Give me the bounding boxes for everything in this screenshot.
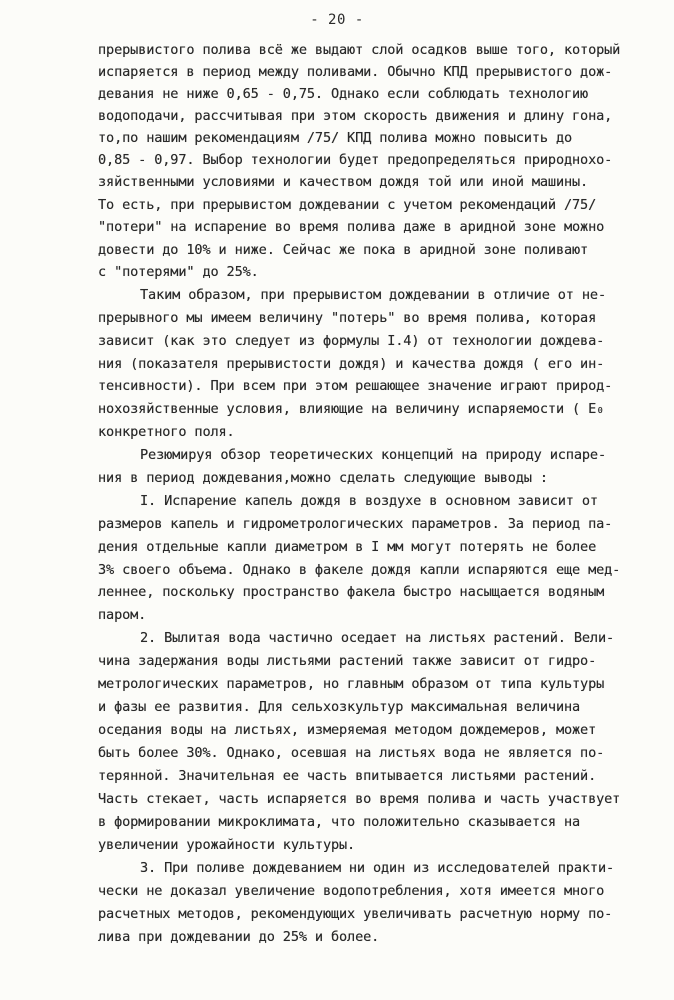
text-line: 2. Вылитая вода частично оседает на листьях растений. Вели-: [140, 630, 615, 646]
text-line: Таким образом, при прерывистом дождевании в отличие от не-: [140, 287, 606, 303]
text-line: леннее, поскольку пространство факела быстро насыщается водяным: [98, 584, 605, 600]
text-line: довести до 10% и ниже. Сейчас же пока в аридной зоне поливают: [98, 242, 589, 258]
text-line: чина задержания воды листьями растений также зависит от гидро-: [98, 653, 597, 669]
text-line: с "потерями" до 25%.: [98, 264, 259, 280]
text-line: и фазы ее развития. Для сельхозкультур максимальная величина: [98, 699, 581, 715]
text-line: зяйственными условиями и качеством дождя той или иной машины.: [98, 174, 589, 190]
text-line: в формировании микроклимата, что положительно сказывается на: [98, 814, 581, 830]
page-number: - 20 -: [310, 12, 364, 28]
text-line: то,по нашим рекомендациям /75/ КПД полива можно повысить до: [98, 130, 573, 146]
text-line: терянной. Значительная ее часть впитывается листьями растений.: [98, 768, 597, 784]
text-line: испаряется в период между поливами. Обычно КПД прерывистого дож-: [98, 64, 613, 80]
text-line: То есть, при прерывистом дождевании с учетом рекомендаций /75/: [98, 197, 597, 213]
text-line: увеличении урожайности культуры.: [98, 837, 356, 853]
text-line: конкретного поля.: [98, 424, 235, 440]
text-line: ния в период дождевания,можно сделать следующие выводы :: [98, 470, 548, 486]
text-line: нохозяйственные условия, влияющие на величину испаряемости ( E₀: [98, 401, 605, 417]
text-line: водоподачи, рассчитывая при этом скорость движения и длину гона,: [98, 108, 613, 124]
text-line: Часть стекает, часть испаряется во время полива и часть участвует: [98, 791, 621, 807]
text-line: паром.: [98, 607, 147, 623]
text-line: расчетных методов, рекомендующих увеличивать расчетную норму по-: [98, 906, 613, 922]
text-line: Резюмируя обзор теоретических концепций на природу испаре-: [140, 447, 606, 463]
text-line: метрологических параметров, но главным образом от типа культуры: [98, 676, 605, 692]
text-line: I. Испарение капель дождя в воздухе в основном зависит от: [140, 493, 598, 509]
text-line: быть более 30%. Однако, осевшая на листьях вода не является по-: [98, 745, 605, 761]
text-line: оседания воды на листьях, измеряемая методом дождемеров, может: [98, 722, 597, 738]
text-line: "потери" на испарение во время полива даже в аридной зоне можно: [98, 219, 605, 235]
text-line: 3% своего объема. Однако в факеле дождя капли испаряются еще мед-: [98, 562, 621, 578]
text-line: зависит (как это следует из формулы I.4) от технологии дождева-: [98, 333, 605, 349]
text-line: 0,85 - 0,97. Выбор технологии будет предопределяться природнохо-: [98, 152, 613, 168]
text-line: размеров капель и гидрометрологических параметров. За период па-: [98, 516, 613, 532]
text-line: ния (показателя прерывистости дождя) и качества дождя ( его ин-: [98, 356, 605, 372]
text-line: прерывного мы имеем величину "потерь" во время полива, которая: [98, 310, 597, 326]
text-line: лива при дождевании до 25% и более.: [98, 929, 380, 945]
text-line: прерывистого полива всё же выдают слой осадков выше того, который: [98, 42, 621, 58]
text-line: 3. При поливе дождеванием ни один из исследователей практи-: [140, 860, 615, 876]
text-line: девания не ниже 0,65 - 0,75. Однако если соблюдать технологию: [98, 86, 589, 102]
text-line: чески не доказал увеличение водопотребления, хотя имеется много: [98, 883, 605, 899]
text-line: дения отдельные капли диаметром в I мм могут потерять не более: [98, 539, 597, 555]
text-line: тенсивности). При всем при этом решающее значение играют природ-: [98, 378, 613, 394]
